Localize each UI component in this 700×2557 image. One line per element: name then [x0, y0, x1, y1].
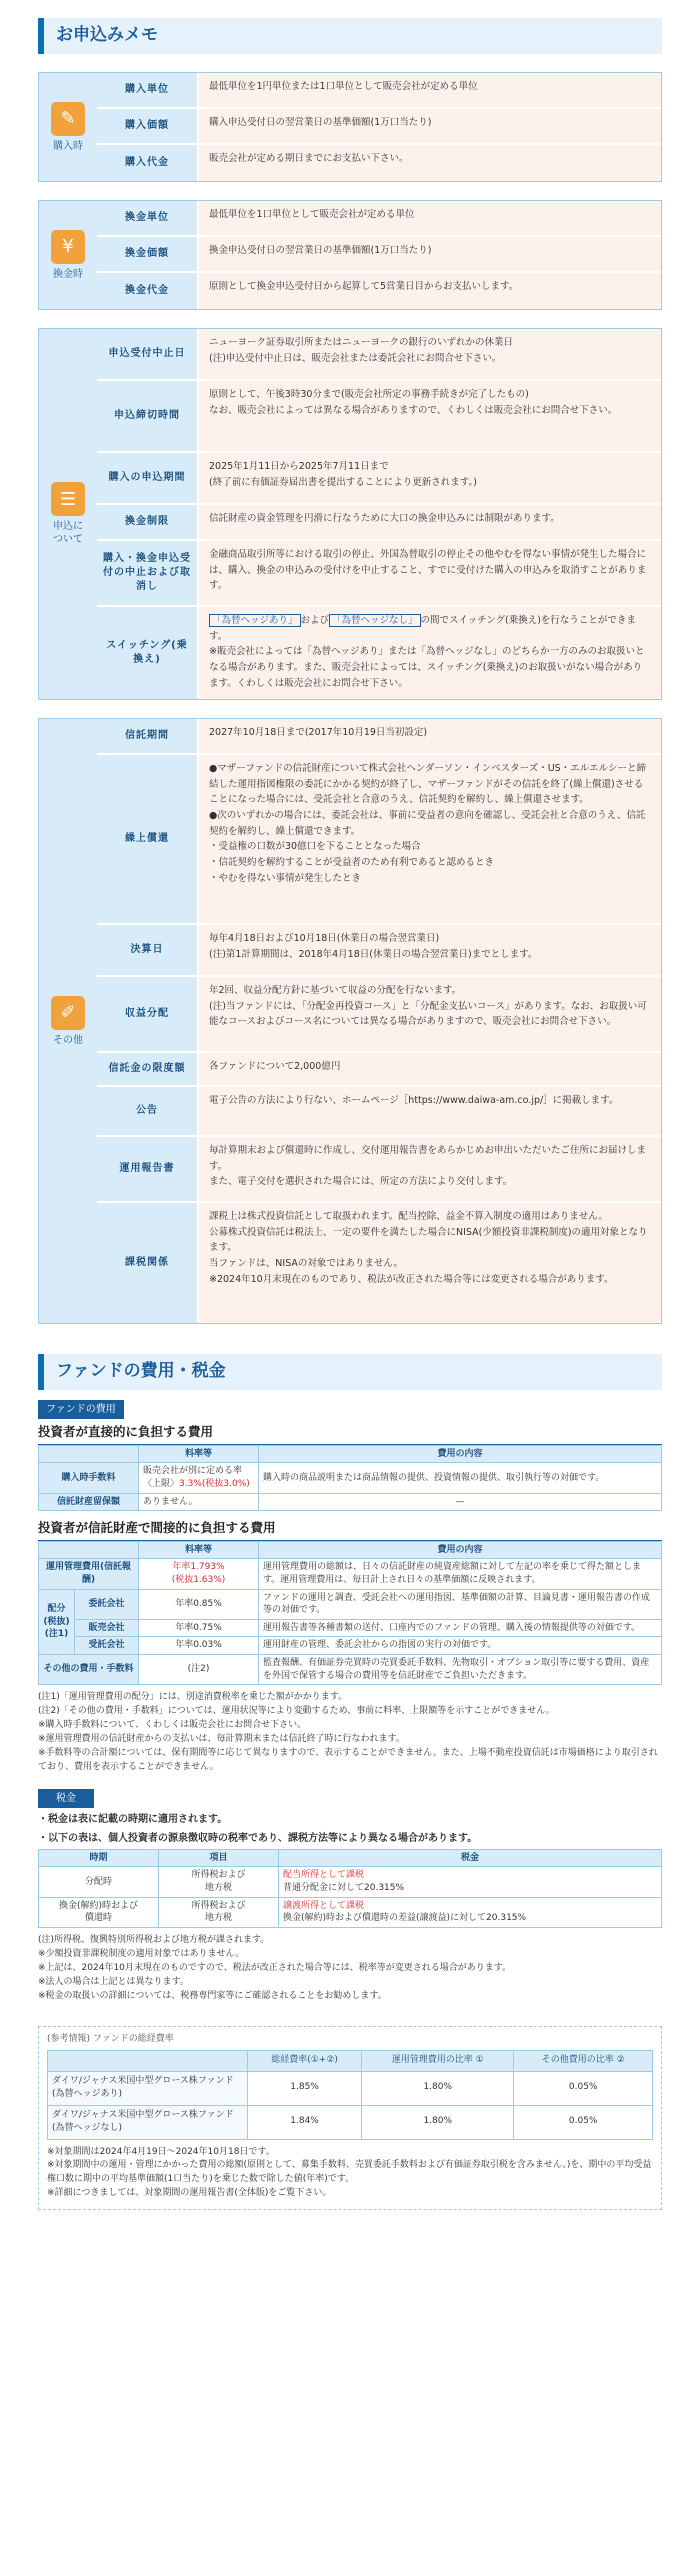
- memo-row: [97, 755, 661, 925]
- table-row: 配分(税抜)(注1) 委託会社 年率0.85% ファンドの運用と調査、受託会社への運用指図、基準価額の計算、目論見書・運用報告書の作成等の対価です。: [39, 1589, 662, 1619]
- direct-cost-title: 投資者が直接的に負担する費用: [38, 1423, 662, 1445]
- row-label: 購入単位: [97, 73, 197, 107]
- other-icon: ✐: [51, 996, 85, 1030]
- row-value: 信託財産の資金管理を円滑に行なうために大口の換金申込みには制限があります。: [197, 505, 661, 539]
- memo-group-apply: [38, 328, 662, 700]
- tax-notes: (注)所得税、復興特別所得税および地方税が課されます。 ※少額投資非課税制度の適用対象ではありません。 ※上記は、2024年10月末現在のものですので、税法が改正された場合等には、税率等が変更される場合があります。 ※法人の場合は上記とは異なります。 ※税金の取扱いの詳細については、税務専門家等にご確認されることをお勧めします。: [38, 1934, 512, 2001]
- row-value: 毎年4月18日および10月18日(休業日の場合翌営業日) (注)第1計算期間は、2018年4月18日(休業日の場合翌営業日)までとします。: [197, 925, 661, 975]
- memo-row: [97, 237, 661, 273]
- table-row: 販売会社 年率0.75% 運用報告書等各種書類の送付、口座内でのファンドの管理、購入後の情報提供等の対価です。: [39, 1619, 662, 1637]
- row-label: 繰上償還: [97, 755, 197, 923]
- tax-tag: 税金: [38, 1789, 94, 1808]
- tax-table: 時期 項目 税金 分配時 所得税および 地方税 配当所得として課税 普通分配金に対して20.315% 換金(解約)時および 償還時 所得税および 地方税 譲渡所得として課税 換金(解約)時および償還時の差益(譲渡益)に対して20.315%: [38, 1849, 662, 1928]
- memo-row: [97, 505, 661, 541]
- apply-icon: ☰: [51, 482, 85, 516]
- indirect-cost-table: 料率等 費用の内容 運用管理費用(信託報酬) 年率1.793% (税抜1.63%) 運用管理費用の総額は、日々の信託財産の純資産総額に対して左記の率を乗じて得た額とします。運用管理費用は、毎日計上され日々の基準価額に反映されます。 配分(税抜)(注1) 委託会社 年率0.85% ファンドの運用と調査、受託会社への運用指図、基準価額の計算、目論見書・運用報告書の作成等の対価です。 販売会社 年率0.75% 運用報告書等各種書類の送付、口座内でのファンドの管理、購入後の情報提供等の対価です。 受託会社 年率0.03% 運用財産の管理、委託会社からの指図の実行の対価です。 その他の費用・手数料 (注2) 監査報酬、有価証券売買時の売買委託手数料、先物取引・オプション取引等に要する費用、資産を外国で保管する場合の費用等を信託財産でご負担いただきます。: [38, 1541, 662, 1685]
- row-label: 換金代金: [97, 273, 197, 309]
- row-value: 換金申込受付日の翌営業日の基準価額(1万口当たり): [197, 237, 661, 271]
- memo-row: [97, 381, 661, 453]
- row-value: 購入申込受付日の翌営業日の基準価額(1万口当たり): [197, 109, 661, 143]
- table-row: 受託会社 年率0.03% 運用財産の管理、委託会社からの指図の実行の対価です。: [39, 1637, 662, 1655]
- memo-row: [97, 1053, 661, 1087]
- group-side: [39, 719, 97, 1323]
- row-value: 金融商品取引所等における取引の停止、外国為替取引の停止その他やむを得ない事情が発生した場合には、購入、換金の申込みの受付けを中止すること、すでに受付けた購入の申込みを取消すことがあります。: [197, 541, 661, 605]
- group-label: 申込に ついて: [53, 521, 83, 545]
- table-row: ダイワ/ジャナス米国中型グロース株ファンド(為替ヘッジなし) 1.84% 1.80% 0.05%: [48, 2105, 653, 2139]
- table-row: 分配時 所得税および 地方税 配当所得として課税 普通分配金に対して20.315%: [39, 1867, 662, 1897]
- memo-row: [97, 607, 661, 699]
- group-side: [39, 73, 97, 181]
- indirect-cost-title: 投資者が信託財産で間接的に負担する費用: [38, 1519, 662, 1541]
- hedge-off-badge: 「為替ヘッジなし」: [329, 614, 421, 627]
- row-value: 2027年10月18日まで(2017年10月19日当初設定): [197, 719, 661, 753]
- row-label: 運用報告書: [97, 1137, 197, 1201]
- row-label: 換金価額: [97, 237, 197, 271]
- row-label: 換金単位: [97, 201, 197, 235]
- fee-notes: (注1)「運用管理費用の配分」には、別途消費税率を乗じた額がかかります。 (注2)「その他の費用・手数料」については、運用状況等により変動するため、事前に料率、上限額等を示すことができません。 ※購入時手数料について、くわしくは販売会社にお問合せ下さい。 ※運用管理費用の信託財産からの支払いは、毎計算期末または信託終了時に行なわれます。 ※手数料等の合計額については、保有期間等に応じて異なりますので、表示することができません。また、上場不動産投資信託は市場価格により取引されており、費用を表示することができません。: [38, 1692, 658, 1772]
- memo-row: [97, 145, 661, 181]
- memo-group-other: [38, 718, 662, 1324]
- row-value: ニューヨーク証券取引所またはニューヨークの銀行のいずれかの休業日 (注)申込受付中止日は、販売会社または委託会社にお問合せ下さい。: [197, 329, 661, 379]
- memo-row: [97, 541, 661, 607]
- row-value: 最低単位を1円単位または1口単位として販売会社が定める単位: [197, 73, 661, 107]
- row-label: 購入代金: [97, 145, 197, 181]
- hedge-on-badge: 「為替ヘッジあり」: [209, 614, 301, 627]
- tax-paragraph-1: ・税金は表に記載の時期に適用されます。: [38, 1813, 228, 1825]
- expense-ratio-table: 総経費率(①+②) 運用管理費用の比率 ① その他費用の比率 ② ダイワ/ジャナス米国中型グロース株ファンド(為替ヘッジあり) 1.85% 1.80% 0.05% ダイワ/ジャナス米国中型グロース株ファンド(為替ヘッジなし) 1.84% 1.80% 0.05%: [47, 2050, 653, 2140]
- row-label: 信託金の限度額: [97, 1053, 197, 1085]
- memo-row: [97, 1087, 661, 1137]
- memo-row: [97, 925, 661, 977]
- memo-row: [97, 1203, 661, 1323]
- memo-row: [97, 273, 661, 309]
- memo-group-purchase: [38, 72, 662, 182]
- memo-row: [97, 719, 661, 755]
- redeem-icon: ¥: [51, 230, 85, 264]
- memo-title: お申込みメモ: [56, 25, 158, 46]
- group-label: 換金時: [53, 268, 83, 280]
- fees-title: ファンドの費用・税金: [56, 1361, 226, 1382]
- fees-tag: ファンドの費用: [38, 1400, 124, 1419]
- row-value: 2025年1月11日から2025年7月11日まで (終了前に有価証券届出書を提出することにより更新されます。): [197, 453, 661, 503]
- memo-row: [97, 453, 661, 505]
- row-label: 換金制限: [97, 505, 197, 539]
- memo-group-redeem: [38, 200, 662, 310]
- row-label: 信託期間: [97, 719, 197, 753]
- table-row: 購入時手数料 販売会社が別に定める率〈上限〉3.3%(税抜3.0%) 購入時の商品説明または商品情報の提供、投資情報の提供、取引執行等の対価です。: [39, 1463, 662, 1493]
- expense-ratio-box: [38, 2026, 662, 2211]
- row-label: 公告: [97, 1087, 197, 1135]
- memo-header: [38, 18, 662, 54]
- row-value: 各ファンドについて2,000億円: [197, 1053, 661, 1085]
- group-label: その他: [53, 1034, 83, 1046]
- purchase-icon: ✎: [51, 102, 85, 136]
- group-label: 購入時: [53, 140, 83, 152]
- row-label: 購入の申込期間: [97, 453, 197, 503]
- row-value: 原則として、午後3時30分まで(販売会社所定の事務手続きが完了したもの) なお、販売会社によっては異なる場合がありますので、くわしくは販売会社にお問合せ下さい。: [197, 381, 661, 451]
- row-value: 販売会社が定める期日までにお支払い下さい。: [197, 145, 661, 181]
- direct-cost-table: 料率等 費用の内容 購入時手数料 販売会社が別に定める率〈上限〉3.3%(税抜3.0%) 購入時の商品説明または商品情報の提供、投資情報の提供、取引執行等の対価です。 信託財産留保額 ありません。 —: [38, 1445, 662, 1511]
- memo-row: [97, 201, 661, 237]
- table-row: その他の費用・手数料 (注2) 監査報酬、有価証券売買時の売買委託手数料、先物取引・オプション取引等に要する費用、資産を外国で保管する場合の費用等を信託財産でご負担いただきます。: [39, 1655, 662, 1685]
- row-label: 課税関係: [97, 1203, 197, 1323]
- row-label: 申込締切時間: [97, 381, 197, 451]
- tax-paragraph-2: ・以下の表は、個人投資者の源泉徴収時の税率であり、課税方法等により異なる場合があります。: [38, 1832, 478, 1844]
- row-value: 毎計算期末および償還時に作成し、交付運用報告書をあらかじめお申出いただいたご住所にお届けします。 また、電子交付を選択された場合には、所定の方法により交付します。: [197, 1137, 661, 1201]
- row-label: 決算日: [97, 925, 197, 975]
- row-label: 購入価額: [97, 109, 197, 143]
- memo-row: [97, 109, 661, 145]
- row-value: 「為替ヘッジあり」 および 「為替ヘッジなし」 の間でスイッチング(乗換え)を行なうことができます。 ※販売会社によっては「為替ヘッジあり」または「為替ヘッジなし」のどちらか一方のみのお取扱いとなる場合があります。また、販売会社によっては、スイッチング(乗換え)のお取扱いがない場合があります。くわしくは販売会社にお問合せ下さい。: [197, 607, 661, 699]
- row-value: 課税上は株式投資信託として取扱われます。配当控除、益金不算入制度の適用はありません。 公募株式投資信託は税法上、一定の要件を満たした場合にNISA(少額投資非課税制度)の適用対象となります。 当ファンドは、NISAの対象ではありません。 ※2024年10月末現在のものであり、税法が改正された場合等には変更される場合があります。: [197, 1203, 661, 1323]
- memo-row: [97, 1137, 661, 1203]
- row-label: 購入・換金申込受付の中止および取消し: [97, 541, 197, 605]
- table-row: ダイワ/ジャナス米国中型グロース株ファンド(為替ヘッジあり) 1.85% 1.80% 0.05%: [48, 2071, 653, 2105]
- group-side: [39, 329, 97, 699]
- row-value: 年2回、収益分配方針に基づいて収益の分配を行ないます。 (注)当ファンドには、「分配金再投資コース」と「分配金支払いコース」があります。なお、お取扱い可能なコースおよびコース名については異なる場合がありますので、販売会社にお問合せ下さい。: [197, 977, 661, 1051]
- row-value: 最低単位を1口単位として販売会社が定める単位: [197, 201, 661, 235]
- expense-ratio-title: (参考情報) ファンドの総経費率: [47, 2033, 174, 2044]
- row-value: ●マザーファンドの信託財産について株式会社ヘンダーソン・インベスターズ・US・エルエルシーと締結した運用指図権限の委託にかかる契約が終了し、マザーファンドがその信託を終了(繰上償還)させることになった場合には、受託会社と合意のうえ、信託契約を解約し、繰上償還させます。 ●次のいずれかの場合には、委託会社は、事前に受益者の意向を確認し、受託会社と合意のうえ、信託契約を解約し、繰上償還できます。 ・受益権の口数が30億口を下ることとなった場合 ・信託契約を解約することが受益者のため有利であると認めるとき ・やむを得ない事情が発生したとき: [197, 755, 661, 923]
- row-label: スイッチング(乗換え): [97, 607, 197, 699]
- row-value: 原則として換金申込受付日から起算して5営業日目からお支払いします。: [197, 273, 661, 309]
- table-row: 信託財産留保額 ありません。 —: [39, 1493, 662, 1511]
- memo-row: [97, 73, 661, 109]
- memo-row: [97, 977, 661, 1053]
- fees-header: [38, 1354, 662, 1390]
- memo-row: [97, 329, 661, 381]
- table-row: 換金(解約)時および 償還時 所得税および 地方税 譲渡所得として課税 換金(解約)時および償還時の差益(譲渡益)に対して20.315%: [39, 1897, 662, 1927]
- row-label: 収益分配: [97, 977, 197, 1051]
- group-side: [39, 201, 97, 309]
- row-label: 申込受付中止日: [97, 329, 197, 379]
- expense-ratio-notes: ※対象期間は2024年4月19日～2024年10月18日です。 ※対象期間中の運用・管理にかかった費用の総額(原則として、募集手数料、売買委託手数料および有価証券取引税を含みません。)を、期中の平均受益権口数に期中の平均基準価額(1口当たり)を乗じた数で除した値(年率)です。 ※詳細につきましては、対象期間の運用報告書(全体版)をご覧下さい。: [47, 2146, 652, 2199]
- table-row: 運用管理費用(信託報酬) 年率1.793% (税抜1.63%) 運用管理費用の総額は、日々の信託財産の純資産総額に対して左記の率を乗じて得た額とします。運用管理費用は、毎日計上され日々の基準価額に反映されます。: [39, 1559, 662, 1589]
- row-value: 電子公告の方法により行ない、ホームページ［https://www.daiwa-am.co.jp/］に掲載します。: [197, 1087, 661, 1135]
